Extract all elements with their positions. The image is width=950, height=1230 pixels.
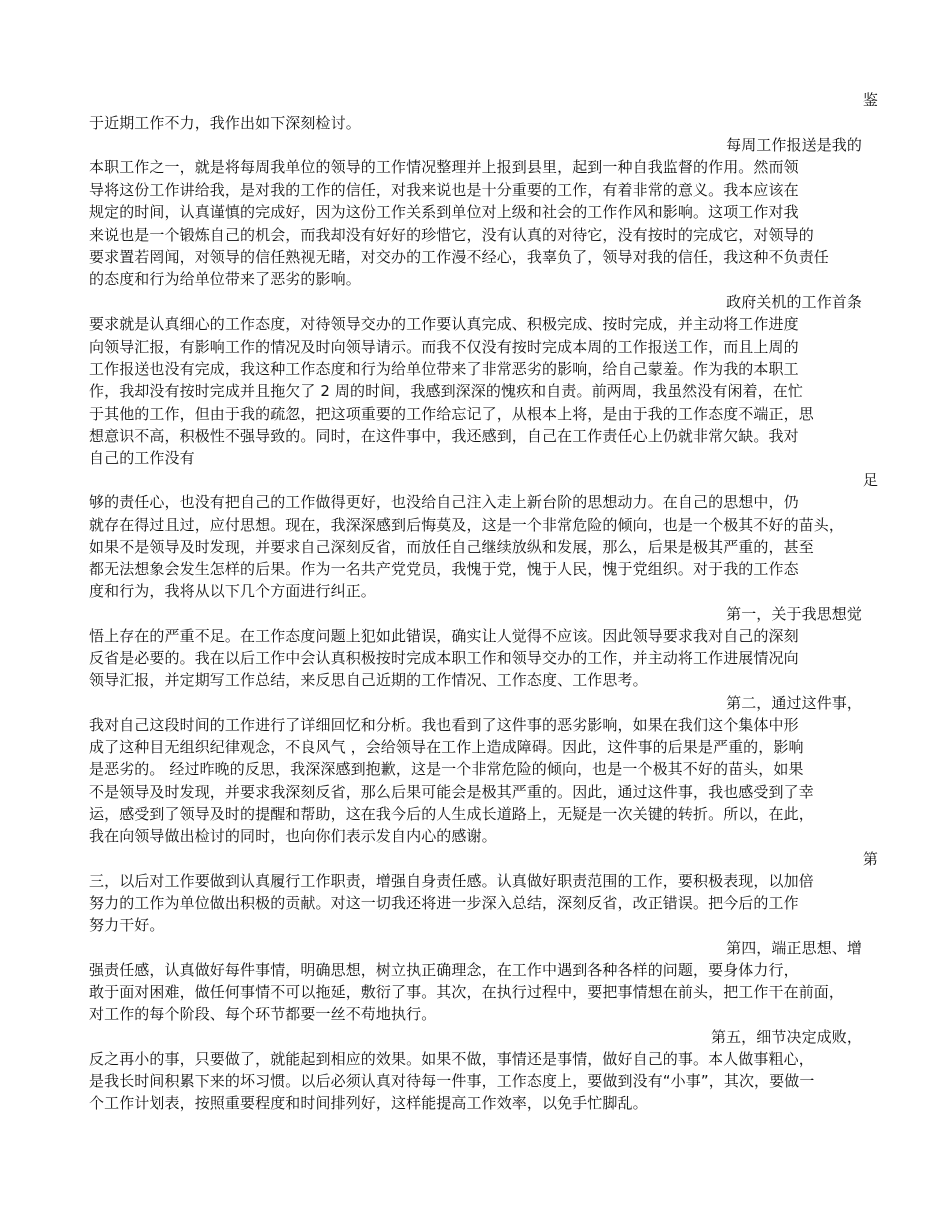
- text-line: 鉴: [862, 91, 878, 109]
- text-line: 就存在得过且过，应付思想。现在，我深深感到后悔莫及，这是一个非常危险的倾向，也是一个极其不好的苗头，: [89, 516, 845, 534]
- text-line: 第四，端正思想、增: [726, 939, 862, 957]
- text-line: 反省是必要的。我在以后工作中会认真积极按时完成本职工作和领导交办的工作，并主动将工作进展情况向: [89, 649, 799, 667]
- text-line: 我在向领导做出检讨的同时，也向你们表示发自内心的感谢。: [89, 827, 497, 845]
- text-line: 领导汇报，并定期写工作总结，来反思自己近期的工作情况、工作态度、工作思考。: [89, 671, 648, 689]
- text-line: 够的责任心，也没有把自己的工作做得更好，也没给自己注入走上新台阶的思想动力。在自己的思想中，仍: [89, 493, 799, 511]
- text-line: 第五，细节决定成败，: [710, 1028, 862, 1046]
- text-line: 悟上存在的严重不足。在工作态度问题上犯如此错误，确实让人觉得不应该。因此领导要求我对自己的深刻: [89, 627, 799, 645]
- text-line: 第一，关于我思想觉: [726, 605, 862, 623]
- text-line: 要求置若罔闻，对领导的信任熟视无睹，对交办的工作漫不经心，我辜负了，领导对我的信任，我这种不负责任: [89, 248, 829, 266]
- text-line: 都无法想象会发生怎样的后果。作为一名共产党党员，我愧于党，愧于人民，愧于党组织。对于我的工作态: [89, 560, 799, 578]
- text-line: 第二，通过这件事，: [726, 694, 862, 712]
- text-line: 成了这种目无组织纪律观念，不良风气 ，会给领导在工作上造成障碍。因此，这件事的后果是严重的，影响: [89, 738, 804, 756]
- text-line: 来说也是一个锻炼自己的机会，而我却没有好好的珍惜它，没有认真的对待它，没有按时的完成它，对领导的: [89, 226, 814, 244]
- text-line: 工作报送也没有完成，我这种工作态度和行为给单位带来了非常恶劣的影响，给自己蒙羞。作为我的本职工: [89, 360, 799, 378]
- text-line: 导将这份工作讲给我，是对我的工作的信任，对我来说也是十分重要的工作，有着非常的意义。我本应该在: [89, 181, 799, 199]
- text-line: 于其他的工作，但由于我的疏忽，把这项重要的工作给忘记了，从根本上将，是由于我的工作态度不端正，思: [89, 405, 814, 423]
- text-line: 规定的时间，认真谨慎的完成好，因为这份工作关系到单位对上级和社会的工作作风和影响。这项工作对我: [89, 203, 799, 221]
- text-line: 作，我却没有按时完成并且拖欠了 2 周的时间，我感到深深的愧疚和自责。前两周，我虽然没有闲着，在忙: [89, 382, 803, 400]
- text-line: 是恶劣的。 经过昨晚的反思，我深深感到抱歉，这是一个非常危险的倾向，也是一个极其不好的苗头，如果: [89, 760, 804, 778]
- text-line: 不是领导及时发现，并要求我深刻反省，那么后果可能会是极其严重的。因此，通过这件事，我也感受到了幸: [89, 783, 814, 801]
- text-line: 如果不是领导及时发现，并要求自己深刻反省，而放任自己继续放纵和发展，那么，后果是极其严重的，甚至: [89, 538, 814, 556]
- text-line: 努力的工作为单位做出积极的贡献。对这一切我还将进一步深入总结，深刻反省，改正错误。把今后的工作: [89, 894, 799, 912]
- text-line: 要求就是认真细心的工作态度，对待领导交办的工作要认真完成、积极完成、按时完成，并主动将工作进度: [89, 315, 799, 333]
- text-line: 三，以后对工作要做到认真履行工作职责，增强自身责任感。认真做好职责范围的工作，要积极表现，以加倍: [89, 872, 814, 890]
- text-line: 第: [862, 850, 878, 868]
- text-line: 个工作计划表，按照重要程度和时间排列好，这样能提高工作效率，以免手忙脚乱。: [89, 1094, 648, 1112]
- text-line: 强责任感，认真做好每件事情，明确思想，树立执正确理念，在工作中遇到各种各样的问题，要身体力行，: [89, 961, 799, 979]
- text-line: 政府关机的工作首条: [726, 293, 862, 311]
- text-line: 足: [862, 471, 878, 489]
- text-line: 向领导汇报，有影响工作的情况及时向领导请示。而我不仅没有按时完成本周的工作报送工作，而且上周的: [89, 338, 799, 356]
- text-line: 对工作的每个阶段、每个环节都要一丝不苟地执行。: [89, 1005, 437, 1023]
- text-line: 的态度和行为给单位带来了恶劣的影响。: [89, 270, 361, 288]
- text-line: 本职工作之一，就是将每周我单位的领导的工作情况整理并上报到县里，起到一种自我监督的作用。然而领: [89, 158, 799, 176]
- text-line: 我对自己这段时间的工作进行了详细回忆和分析。我也看到了这件事的恶劣影响，如果在我们这个集体中形: [89, 716, 799, 734]
- text-line: 度和行为，我将从以下几个方面进行纠正。: [89, 582, 376, 600]
- text-line: 于近期工作不力，我作出如下深刻检讨。: [89, 114, 361, 132]
- text-line: 想意识不高，积极性不强导致的。同时，在这件事中，我还感到，自己在工作责任心上仍就非常欠缺。我对: [89, 427, 799, 445]
- text-line: 敢于面对困难，做任何事情不可以拖延，敷衍了事。其次，在执行过程中，要把事情想在前头，把工作干在前面，: [89, 983, 845, 1001]
- text-line: 自己的工作没有: [89, 449, 195, 467]
- text-line: 是我长时间积累下来的坏习惯。以后必须认真对待每一件事，工作态度上，要做到没有“小事”，其次，要做一: [89, 1072, 815, 1090]
- text-line: 每周工作报送是我的: [726, 136, 862, 154]
- text-line: 努力干好。: [89, 916, 165, 934]
- text-line: 运，感受到了领导及时的提醒和帮助，这在我今后的人生成长道路上，无疑是一次关键的转折。所以，在此，: [89, 805, 814, 823]
- text-line: 反之再小的事，只要做了，就能起到相应的效果。如果不做，事情还是事情，做好自己的事。本人做事粗心，: [89, 1050, 814, 1068]
